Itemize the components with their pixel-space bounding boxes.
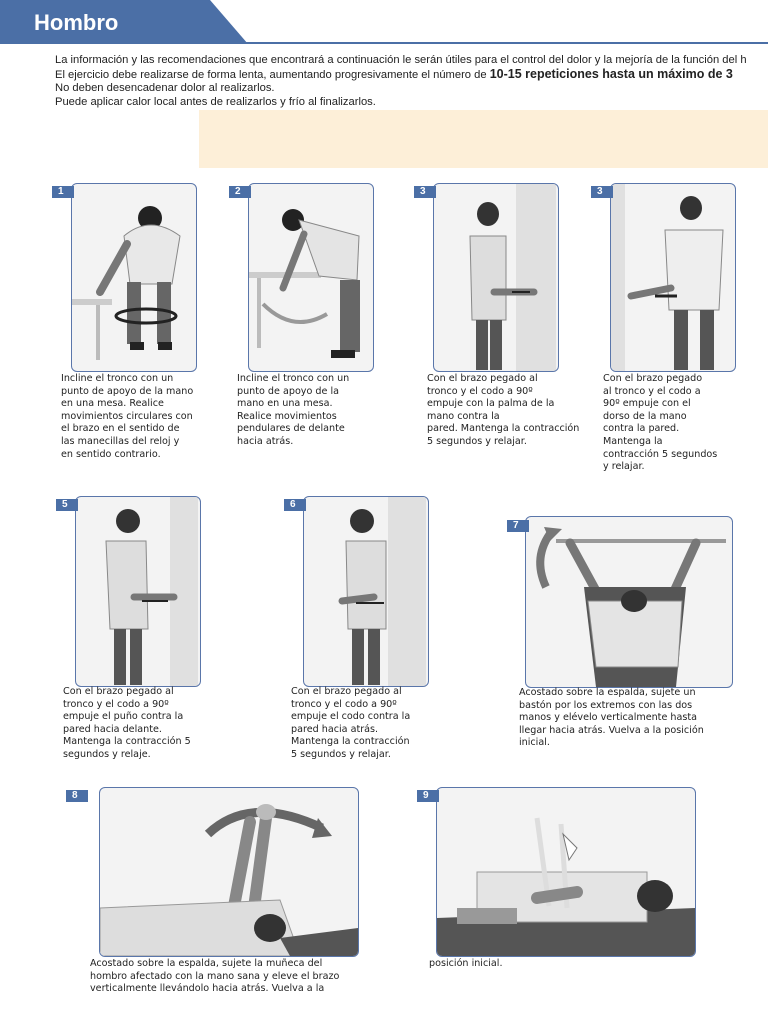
text-line: pared hacia delante. [63,723,162,735]
figure-elbow-wall-icon [304,497,428,686]
text-line: Mantenga la contracción [291,736,410,748]
text-line: inicial. [519,737,550,749]
text-line: dorso de la mano [603,410,687,422]
text-line: Incline el tronco con un [237,373,350,384]
text-line: las manecillas del reloj y [61,435,180,447]
text-line: punto de apoyo de la [237,385,339,397]
text-line: Mantenga la [603,435,663,447]
figure-leaning-table-icon [72,184,196,371]
text-line: verticalmente llevándolo hacia atrás. Vuelva a la [90,983,325,995]
exercise-2-illustration [248,183,374,372]
text-line: posición inicial. [429,958,503,969]
text-line: mano contra la [427,410,500,422]
text-line: tronco y el codo a 90º [291,698,397,710]
exercise-9-description [429,958,629,971]
text-line: movimientos circulares con [61,410,193,422]
text-line: Incline el tronco con un [61,373,174,384]
text-line: contracción 5 segundos [603,448,718,460]
text-line: Con el brazo pegado al [427,373,538,384]
text-line: y relajar. [603,461,645,473]
intro-line-2 [55,68,768,83]
text-line: Acostado sobre la espalda, sujete la muñeca del [90,958,323,969]
intro-line-2-bold: 10-15 repeticiones hasta un máximo de 3 [489,66,733,81]
text-line: en una mesa. Realice [61,398,164,410]
figure-stick-lying-icon [437,788,695,956]
text-line: en sentido contrario. [61,448,161,460]
figure-palm-wall-icon [434,184,558,371]
exercise-8-number: 8 [66,790,88,802]
exercise-3b-illustration [610,183,736,372]
text-line: 5 segundos y relajar. [291,748,391,760]
text-line: hacia atrás. [237,435,294,447]
text-line: tronco y el codo a 90º [63,698,169,710]
exercise-1-number: 1 [52,186,74,198]
figure-fist-wall-icon [76,497,200,686]
text-line: hombro afectado con la mano sana y eleve el brazo [90,970,340,982]
text-line: 5 segundos y relajar. [427,435,527,447]
exercise-3b-number: 3 [591,186,613,198]
exercise-3b-description [603,373,753,474]
text-line: empuje con la palma de la [427,398,555,410]
exercise-7-description [519,687,749,750]
text-line: segundos y relaje. [63,748,151,760]
text-line: mano en una mesa. [237,398,333,410]
exercise-7-number: 7 [507,520,529,532]
text-line: contra la pared. [603,423,680,435]
intro-line-2-text: El ejercicio debe realizarse de forma lenta, aumentando progresivamente el número de [55,68,490,81]
figure-stick-lift-icon [526,517,732,687]
exercise-1-illustration [71,183,197,372]
text-line: empuje el puño contra la [63,711,184,723]
text-line: el brazo en el sentido de [61,423,180,435]
intro-line-4: Puede aplicar calor local antes de realizarlos y frío al finalizarlos. [55,95,376,108]
text-line: pared hacia atrás. [291,723,379,735]
text-line: Con el brazo pegado [603,373,703,384]
exercise-6-number: 6 [284,499,306,511]
figure-pendulum-icon [249,184,373,371]
intro-line-3: No deben desencadenar dolor al realizarlos. [55,82,275,94]
text-line: tronco y el codo a 90º [427,385,533,397]
exercise-5-number: 5 [56,499,78,511]
exercise-3a-description [427,373,587,449]
figure-back-hand-wall-icon [611,184,735,371]
exercise-2-description [237,373,387,449]
exercise-3a-illustration [433,183,559,372]
text-line: Con el brazo pegado al [63,686,174,697]
highlight-box [199,110,768,168]
exercise-6-description [291,686,451,762]
text-line: punto de apoyo de la mano [61,385,194,397]
exercise-3a-number: 3 [414,186,436,198]
exercise-9-illustration [436,787,696,957]
intro-text [55,54,768,109]
text-line: manos y elévelo verticalmente hasta [519,712,697,724]
text-line: bastón por los extremos con las dos [519,699,693,711]
text-line: Acostado sobre la espalda, sujete un [519,687,696,698]
text-line: pared. Mantenga la contracción [427,423,580,435]
text-line: llegar hacia atrás. Vuelva a la posición [519,724,704,736]
text-line: 90º empuje con el [603,398,691,410]
exercise-8-illustration [99,787,359,957]
text-line: Mantenga la contracción 5 [63,736,191,748]
text-line: Realice movimientos [237,410,337,422]
exercise-5-description [63,686,223,762]
text-line: Con el brazo pegado al [291,686,402,697]
exercise-1-description [61,373,211,461]
intro-line-1: La información y las recomendaciones que encontrará a continuación le serán útiles para el control del dolor y la mejoría de la función del h [55,54,747,66]
figure-arm-raise-lying-icon [100,788,358,956]
exercise-2-number: 2 [229,186,251,198]
exercise-8-description [90,958,370,996]
text-line: al tronco y el codo a [603,385,701,397]
page-title: Hombro [34,10,119,35]
text-line: empuje el codo contra la [291,711,411,723]
exercise-7-illustration [525,516,733,688]
exercise-9-number: 9 [417,790,439,802]
exercise-5-illustration [75,496,201,687]
text-line: pendulares de delante [237,423,345,435]
exercise-6-illustration [303,496,429,687]
header [0,0,768,44]
